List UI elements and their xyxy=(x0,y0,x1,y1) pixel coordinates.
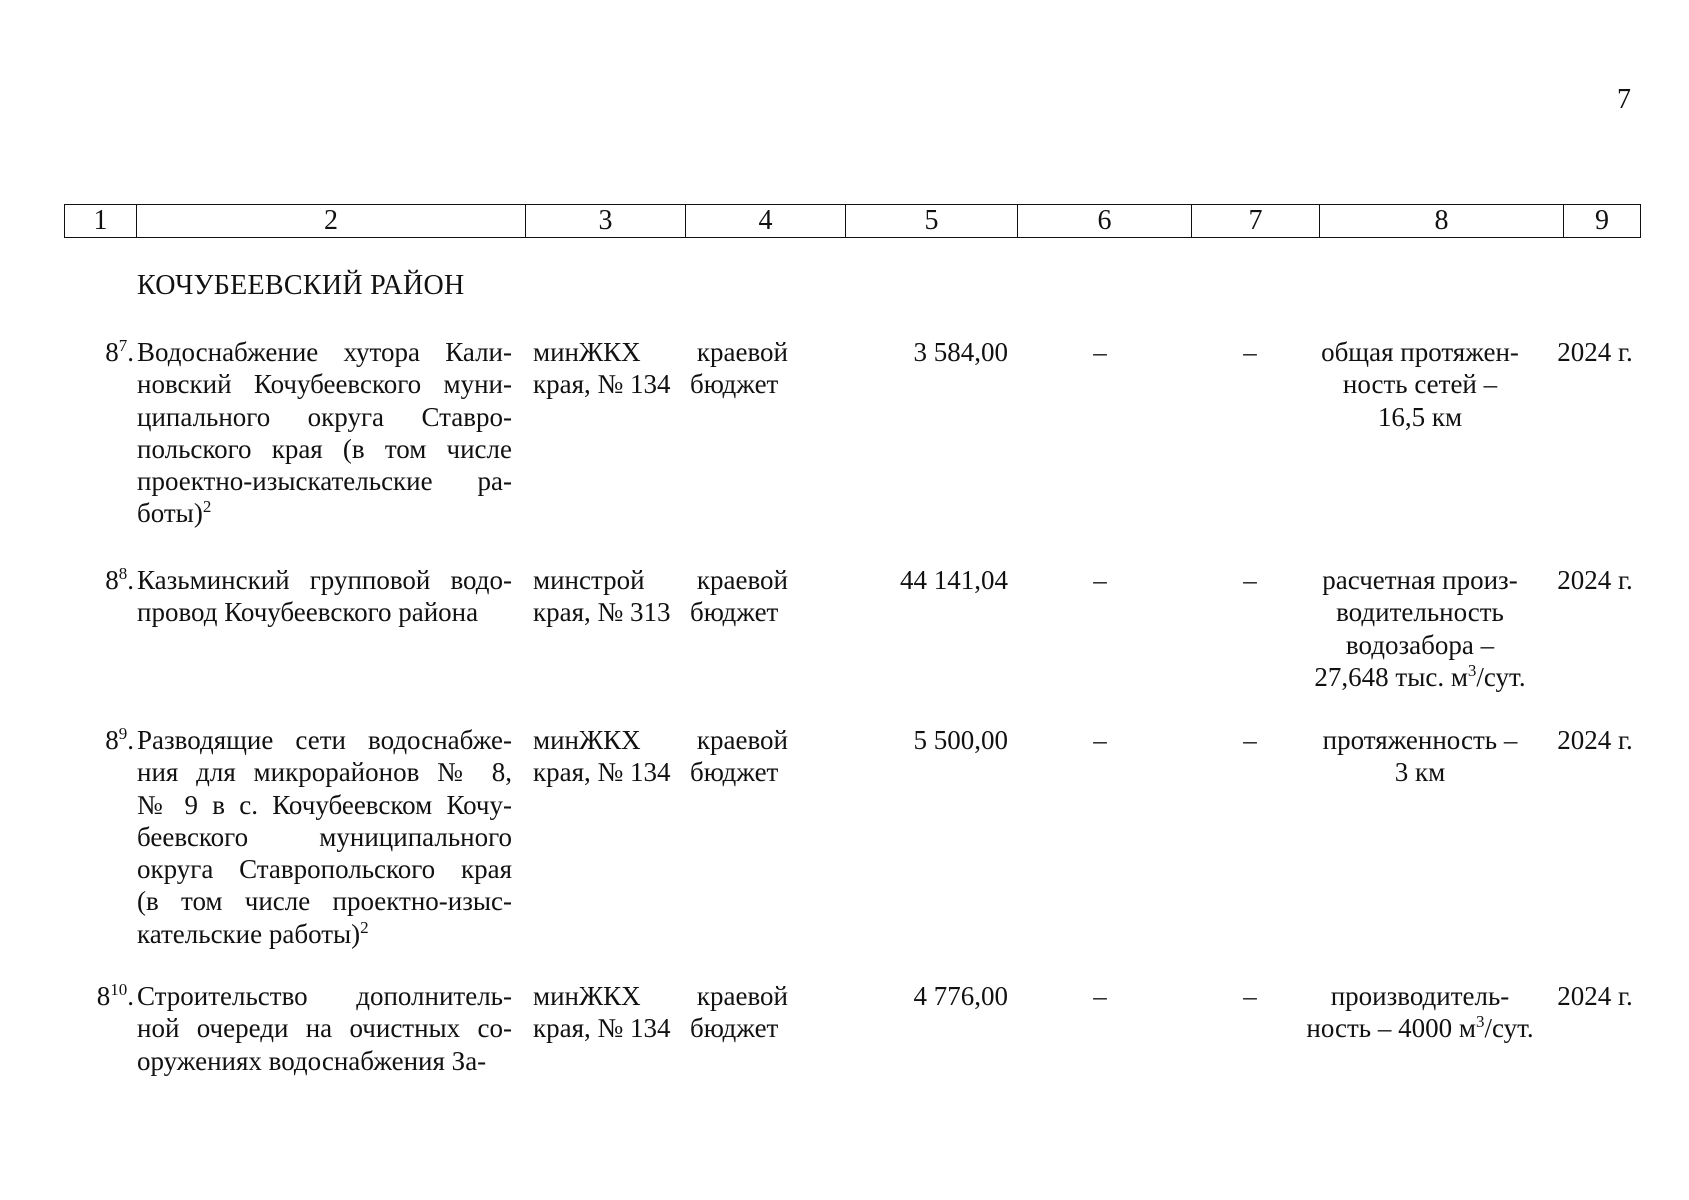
executor: минЖКХ края, № 134 xyxy=(533,337,671,400)
column-number-1: 1 xyxy=(65,205,137,238)
object-name: Водоснабжение хутора Кали- новский Кочубеевского муни- ципального округа Ставро- польского края (в том числе проектно-изыскательские ра- боты)$^2$ xyxy=(137,337,512,529)
page-number: 7 xyxy=(1617,84,1631,115)
row-number: $8^8$. xyxy=(105,564,134,595)
completion-year: 2024 г. xyxy=(1557,337,1633,367)
funding-source: краевой бюджет xyxy=(690,725,788,788)
executor: минЖКХ края, № 134 xyxy=(533,725,671,788)
row-number: $8^{10}$. xyxy=(96,980,134,1011)
capacity-result: расчетная произ- водительность водозабора – 27,648 тыс. $м^3$/сут. xyxy=(1314,565,1526,692)
column-6-value: – xyxy=(1093,337,1107,367)
column-number-4: 4 xyxy=(686,205,846,238)
column-7-value: – xyxy=(1243,725,1257,755)
funding-amount: 5 500,00 xyxy=(913,725,1008,755)
executor: минстрой края, № 313 xyxy=(533,565,671,628)
row-number: $8^9$. xyxy=(105,724,134,755)
column-number-5: 5 xyxy=(846,205,1018,238)
object-name: Строительство дополнитель- ной очереди на очистных со- оружениях водоснабжения За- xyxy=(137,981,512,1076)
funding-amount: 44 141,04 xyxy=(900,565,1008,595)
object-name: Разводящие сети водоснабже- ния для микрорайонов № 8, № 9 в с. Кочубеевском Кочу- беевского муниципального округа Ставропольского края (в том числе проектно-изыс- кательские работы)$^2$ xyxy=(137,725,512,949)
funding-amount: 3 584,00 xyxy=(913,337,1008,367)
section-title: КОЧУБЕЕВСКИЙ РАЙОН xyxy=(137,270,465,301)
column-6-value: – xyxy=(1093,565,1107,595)
object-name: Казьминский групповой водо- провод Кочубеевского района xyxy=(137,565,512,628)
capacity-result: производитель- ность – 4000 $м^3$/сут. xyxy=(1306,981,1534,1044)
column-number-9: 9 xyxy=(1564,205,1641,238)
capacity-result: общая протяжен- ность сетей – 16,5 км xyxy=(1321,337,1519,432)
column-number-3: 3 xyxy=(526,205,686,238)
column-6-value: – xyxy=(1093,981,1107,1011)
capacity-result: протяженность – 3 км xyxy=(1322,725,1518,788)
column-7-value: – xyxy=(1243,981,1257,1011)
row-number: $8^7$. xyxy=(105,336,134,367)
completion-year: 2024 г. xyxy=(1557,725,1633,755)
completion-year: 2024 г. xyxy=(1557,981,1633,1011)
executor: минЖКХ края, № 134 xyxy=(533,981,671,1044)
funding-amount: 4 776,00 xyxy=(913,981,1008,1011)
column-7-value: – xyxy=(1243,337,1257,367)
column-7-value: – xyxy=(1243,565,1257,595)
column-number-8: 8 xyxy=(1320,205,1564,238)
table-header xyxy=(64,204,1641,238)
funding-source: краевой бюджет xyxy=(690,337,788,400)
column-6-value: – xyxy=(1093,725,1107,755)
completion-year: 2024 г. xyxy=(1557,565,1633,595)
funding-source: краевой бюджет xyxy=(690,981,788,1044)
column-number-7: 7 xyxy=(1192,205,1320,238)
funding-source: краевой бюджет xyxy=(690,565,788,628)
column-number-6: 6 xyxy=(1018,205,1192,238)
column-number-2: 2 xyxy=(137,205,526,238)
